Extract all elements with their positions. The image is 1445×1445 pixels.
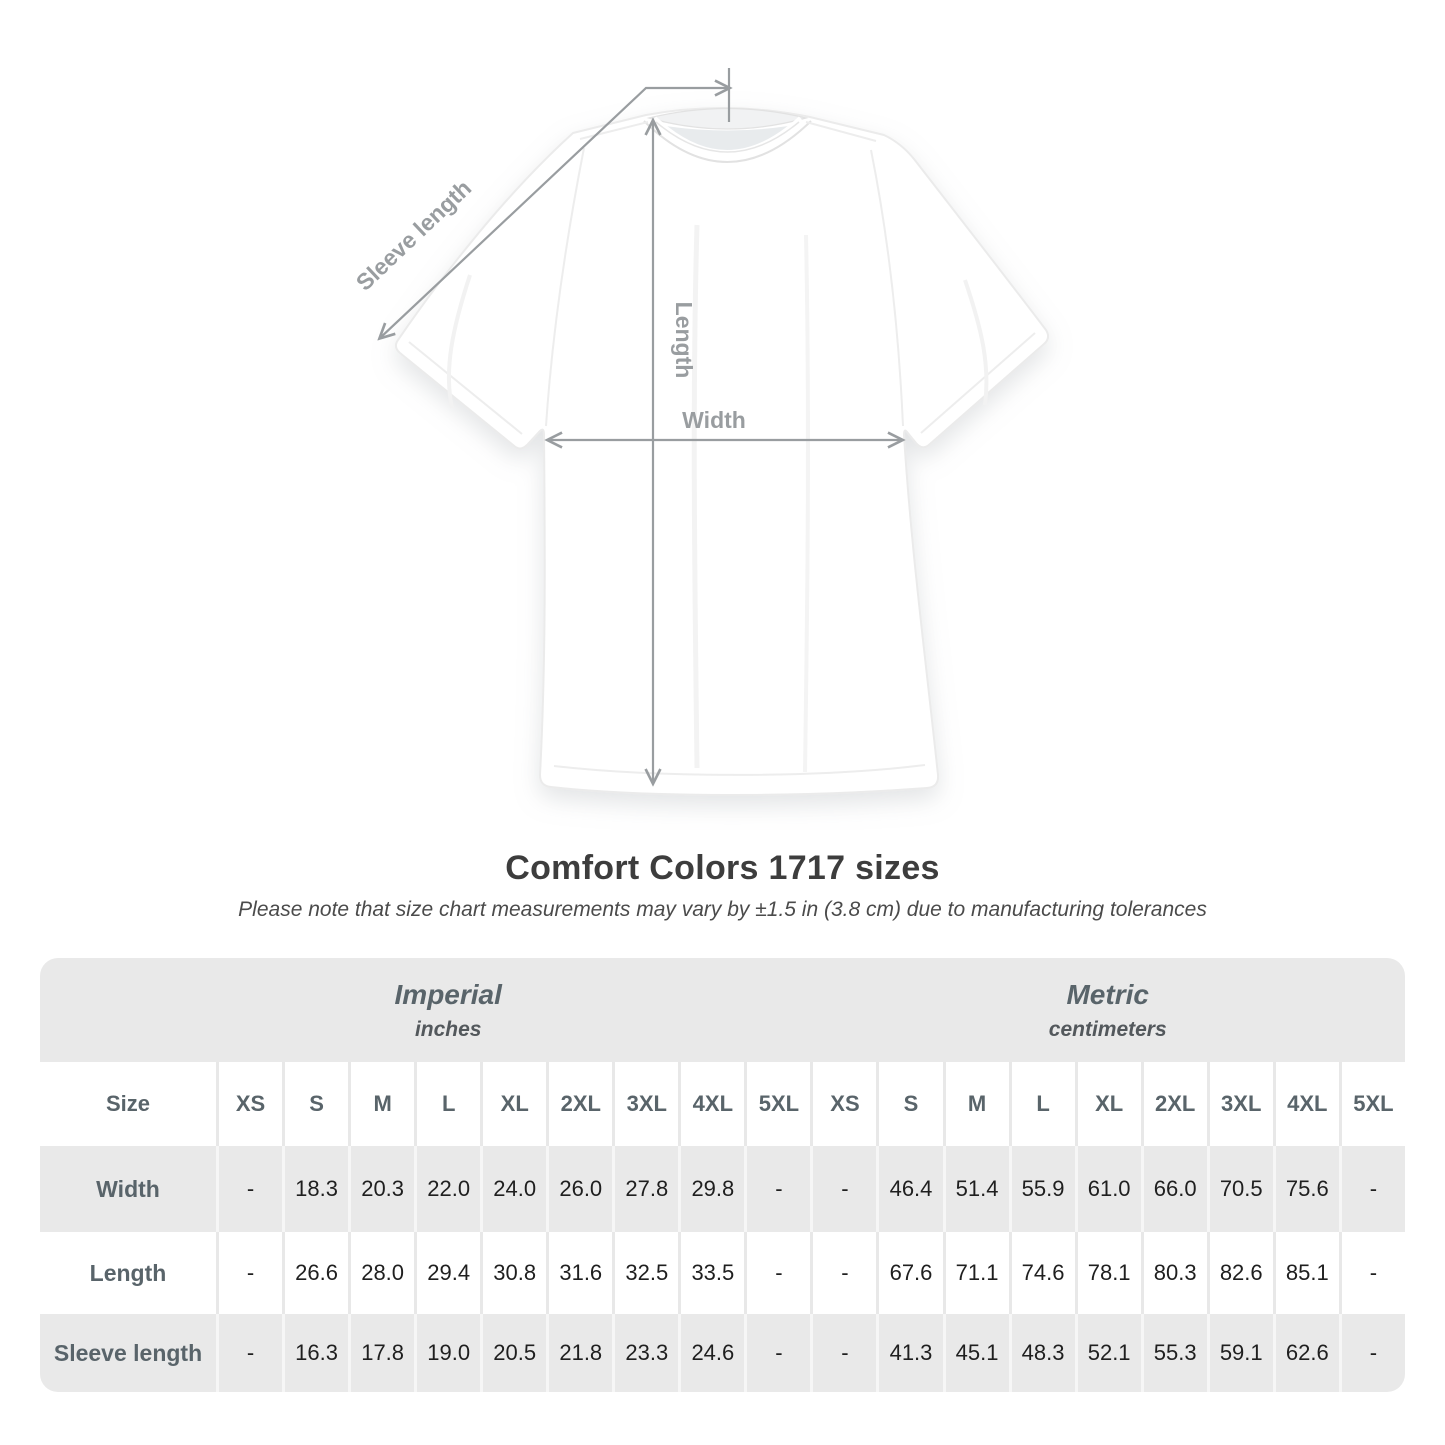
value-cell: 66.0 [1141,1146,1207,1232]
size-column-header: L [1009,1062,1075,1146]
size-corner-header: Size [105,1091,151,1116]
value-cell: 55.3 [1141,1314,1207,1392]
value-cell: 21.8 [546,1314,612,1392]
value-cell: 71.1 [943,1232,1009,1314]
size-column-header: 5XL [744,1062,810,1146]
page-title: Comfort Colors 1717 sizes [505,849,940,887]
value-cell: 26.6 [282,1232,348,1314]
tshirt-diagram-svg [330,40,1130,830]
imperial-group-header [40,958,810,1062]
value-cell: - [810,1146,876,1232]
sleeve-length-label: Sleeve length [350,174,477,296]
size-column-header: XS [216,1062,282,1146]
value-cell: 78.1 [1075,1232,1141,1314]
value-cell: 17.8 [348,1314,414,1392]
size-table [40,958,1405,1392]
value-cell: 19.0 [414,1314,480,1392]
value-cell: 70.5 [1207,1146,1273,1232]
size-column-header: 2XL [1141,1062,1207,1146]
value-cell: 20.5 [480,1314,546,1392]
value-cell: 20.3 [348,1146,414,1232]
value-cell: 74.6 [1009,1232,1075,1314]
value-cell: 55.9 [1009,1146,1075,1232]
size-column-header: M [348,1062,414,1146]
value-cell: 85.1 [1273,1232,1339,1314]
value-cell: 30.8 [480,1232,546,1314]
size-table-card [40,958,1405,1392]
size-column-header: 5XL [1339,1062,1405,1146]
value-cell: 45.1 [943,1314,1009,1392]
measurement-row [40,1146,1405,1232]
value-cell: 80.3 [1141,1232,1207,1314]
measurement-row [40,1314,1405,1392]
tolerance-note: Please note that size chart measurements may vary by ±1.5 in (3.8 cm) due to manufacturing tolerances [238,898,1207,921]
value-cell: - [744,1146,810,1232]
value-cell: 32.5 [612,1232,678,1314]
size-column-header: S [282,1062,348,1146]
metric-unit: centimeters [1048,1017,1167,1041]
measurement-row-label: Length [89,1259,167,1286]
value-cell: 62.6 [1273,1314,1339,1392]
value-cell: 41.3 [876,1314,942,1392]
value-cell: - [1339,1146,1405,1232]
size-column-header: 4XL [1273,1062,1339,1146]
value-cell: 46.4 [876,1146,942,1232]
value-cell: 26.0 [546,1146,612,1232]
value-cell: 82.6 [1207,1232,1273,1314]
value-cell: 61.0 [1075,1146,1141,1232]
value-cell: 18.3 [282,1146,348,1232]
size-column-header: XL [1075,1062,1141,1146]
value-cell: 52.1 [1075,1314,1141,1392]
width-label: Width [682,407,746,433]
value-cell: - [1339,1314,1405,1392]
imperial-unit: inches [414,1017,482,1041]
value-cell: - [1339,1232,1405,1314]
length-label: Length [671,301,697,379]
measurement-row-label: Width [96,1175,160,1202]
value-cell: 51.4 [943,1146,1009,1232]
tshirt-body [396,108,1048,795]
value-cell: - [216,1314,282,1392]
value-cell: 24.0 [480,1146,546,1232]
imperial-label: Imperial [394,978,502,1010]
value-cell: 67.6 [876,1232,942,1314]
metric-label: Metric [1066,978,1149,1010]
value-cell: - [744,1314,810,1392]
size-column-header: 3XL [1207,1062,1273,1146]
size-column-header: M [943,1062,1009,1146]
value-cell: 29.8 [678,1146,744,1232]
size-column-header: XS [810,1062,876,1146]
value-cell: - [216,1232,282,1314]
value-cell: 48.3 [1009,1314,1075,1392]
size-column-header: XL [480,1062,546,1146]
value-cell: 29.4 [414,1232,480,1314]
unit-group-row [40,958,1405,1062]
value-cell: 24.6 [678,1314,744,1392]
value-cell: 28.0 [348,1232,414,1314]
tshirt-graphic [396,108,1048,795]
value-cell: - [744,1232,810,1314]
value-cell: 16.3 [282,1314,348,1392]
value-cell: 23.3 [612,1314,678,1392]
size-header-row [40,1062,1405,1146]
tshirt-measurement-diagram [330,40,1130,830]
value-cell: 59.1 [1207,1314,1273,1392]
measurement-row [40,1232,1405,1314]
size-column-header: 3XL [612,1062,678,1146]
value-cell: 31.6 [546,1232,612,1314]
value-cell: 75.6 [1273,1146,1339,1232]
value-cell: 27.8 [612,1146,678,1232]
value-cell: - [810,1314,876,1392]
measurement-row-label: Sleeve length [53,1339,203,1366]
size-column-header: 4XL [678,1062,744,1146]
value-cell: - [810,1232,876,1314]
value-cell: 33.5 [678,1232,744,1314]
metric-group-header [810,958,1405,1062]
size-column-header: 2XL [546,1062,612,1146]
size-table-body [40,1146,1405,1392]
value-cell: 22.0 [414,1146,480,1232]
size-column-header: S [876,1062,942,1146]
size-column-header: L [414,1062,480,1146]
value-cell: - [216,1146,282,1232]
